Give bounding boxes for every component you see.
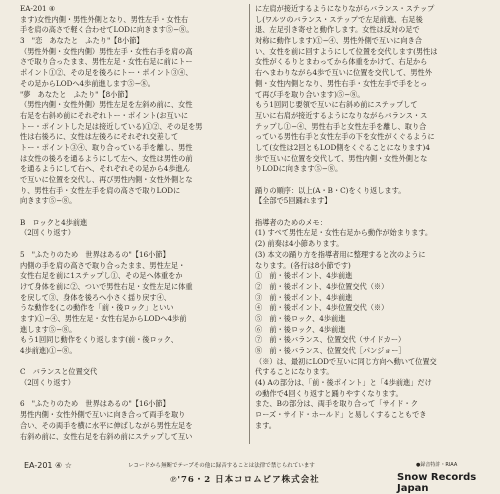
text-line: 対称に動作します)①−④、男性外側で互いに向き合 [255,36,422,46]
text-line: ポイント①②、その足を後ろにトー・ポイント③④、 [20,68,193,78]
text-line: 向きます⑤−⑧。 [20,196,77,206]
text-line: っている男性右手と女性左手の下を女性がくぐるように [255,132,435,142]
text-line: は女性の後ろを通るようにして左へ、女性は男性の前 [20,153,193,163]
text-line: けて身体を前に②、ついで男性右足・女性左足に体重 [20,281,193,291]
text-line: もう1回同じ要領で互いに右斜め前にステップして [255,100,418,110]
text-line: ます)女性内側・男性外側となり、男性左手・女性右 [20,14,189,24]
left-column [20,4,252,442]
text-line: "夢 あなたと ふたり"【8小節】 [20,89,132,99]
text-line: 6 "ふたりのため 世界はあるの"【16小節】 [20,399,170,409]
text-line: ⑦ 前・後バランス、位置交代（サイドカー） [255,335,406,345]
text-line [255,175,487,186]
text-line [20,207,252,218]
right-column [255,4,487,432]
text-line: 性は右後ろに、女性は左後ろにそれぞれ交差して [20,132,179,142]
text-line: さで取り合ったまま、男性左足・女性右足に前にトー [20,57,193,67]
text-line: （2回くり返す） [20,228,75,238]
text-line: トー・ポイント③④、取り合っている手を離し、男性 [20,142,193,152]
text-line: 3 "恋 あなたと ふたり"【8小節】 [20,36,144,46]
text-line [20,239,252,250]
text-line: 4歩前進)①−⑧。 [20,346,77,355]
publisher: ℗'76・2 日本コロムビア株式会社 [170,475,320,485]
recording-mark: ●録音特許・RIAA [416,462,458,468]
text-line: 女性右足を前に1ステップし①、その足へ体重をか [20,271,183,281]
text-line: 合い、その両手を横に水平に伸ばしながら男性左足を [20,420,193,430]
text-line: し(ワルツのバランス・ステップで左足前進、右足後 [255,14,423,24]
text-line: ③ 前・後ポイント、4歩前進 [255,292,353,302]
text-line: B ロックと4歩前進 [20,217,88,227]
text-line: りLODに向きます⑤−⑧。 [255,164,343,174]
text-line: ⑥ 前・後ロック、4歩前進 [255,324,346,334]
text-line: 退、左足引き寄せと動作します。女性は反対の足で [255,25,420,35]
text-line: 進します⑤−⑧。 [20,324,77,334]
text-line: (2) 前奏は4小節あります。 [255,239,344,249]
text-line: 代することになります。 [255,367,334,377]
text-line: （2回くり返す） [20,378,75,388]
text-line: 【全部で5回踊れます】 [255,196,332,206]
text-line: ⑧ 前・後バランス、位置交代［パンジョー］ [255,346,406,355]
text-line: 右足を右斜め前にそれぞれトー・ポイント(お互いに [20,110,189,120]
column-divider [249,4,250,444]
text-line: トー・ポイントした足は接近している)①②、その足を男 [20,121,203,131]
text-line: り、男性右手・女性左手を肩の高さで取りLODに [20,185,181,195]
text-line: テップし①−④、男性右手と女性左手を離し、取り合 [255,121,427,131]
text-line: して(女性は2回ともLOD側をくぐることになります)4 [255,142,430,152]
text-line: もう1回同じ動作をくり返します(前・後ロック、 [20,335,178,345]
text-line: EA-201 ④ [20,4,56,13]
text-line: い、女性を前に回すようにして位置を交代します(男性は [255,46,438,56]
text-line: ⑤ 前・後ロック、4歩前進 [255,313,346,323]
text-line: ① 前・後ポイント、4歩前進 [255,271,353,281]
text-line: で互いに位置を交代し、再び男性内側・女性外側とな [20,175,193,184]
text-line: 女性がくるりとまわってから体重をかけて、右足から [255,57,428,67]
watermark: Snow Records Japan [397,472,477,494]
text-line: その足からLODへ4歩前進します⑤−⑧。 [20,78,155,88]
text-line: 内側の手を肩の高さで取り合ったまま、男性左足・ [20,260,186,270]
text-line: ④ 前・後ポイント、4歩位置交代（※） [255,303,389,313]
text-line: の動作で4回くり返すと踊りやすくなります。 [255,388,403,398]
text-line: を通るようにして右へ、それぞれその足から4歩進ん [20,164,190,174]
text-line [20,389,252,400]
text-line: 踊りの順序：以上(A・B・C)をくり返します。 [255,185,406,195]
text-line: ② 前・後ポイント、4歩位置交代（※） [255,281,389,291]
text-line: 5 "ふたりのため 世界はあるの"【16小節】 [20,249,170,259]
text-line: うな動作を(この動作を「前・後ロック」といい [20,303,174,313]
text-line: 歩で互いに位置を交代して、男性内側・女性外側とな [255,153,428,163]
text-line: 指導者のためのメモ： [255,217,327,227]
text-line: (1) すべて男性左足・女性右足から動作が始まります。 [255,228,433,238]
text-line: て再び手を取り合います)⑤−⑧。 [255,89,365,99]
catalog-code: EA-201 ④ ☆ [24,461,72,470]
text-line: 右斜め前に、女性右足を右斜め前にステップして互い [20,431,193,441]
text-line: ます)①−④、男性左足・女性右足からLODへ4歩前 [20,313,187,323]
text-line: を戻して③、身体を後ろへ小さく揺り戻す④、 [20,292,171,302]
text-line [255,207,487,218]
text-line: （男性外側・女性内側）男性左手・女性右手を肩の高 [20,46,193,56]
text-line: 男性内側・女性外側で互いに向き合って両手を取り [20,410,186,420]
text-line: C バランスと位置交代 [20,367,98,377]
text-line: （※）は、最初にLODで互いに同じ方向へ動いて位置交 [255,356,437,366]
text-line: 側・女性内側となり、男性右手・女性左手で手をとっ [255,78,428,88]
text-line: 手を肩の高さで軽く合わせてLODに向きます⑤−⑧。 [20,25,194,35]
text-line: ローズ・サイド・ホールド」と易しくすることもでき [255,410,427,420]
text-line: ます。 [255,420,276,430]
text-line [20,357,252,368]
copyright-notice: レコードから無断でテープその他に録音することは法律で禁じられています [128,463,315,469]
text-line: (3) 本文の踊り方を指導者用に整理すると次のように [255,249,426,259]
text-line: 右へまわりながら4歩で互いに位置を交代して、男性外 [255,68,432,78]
text-line: 互いに右肩が接近するようになりながらバランス・ス [255,110,428,120]
text-line: また、Bの部分は、両手を取り合って「サイド・ク [255,399,418,409]
text-line: (4) Aの部分は、「前・後ポイント」と「4歩前進」だけ [255,378,432,388]
footer [0,452,500,493]
text-line: なります。(各行は8小節です) [255,260,351,270]
text-line: に左肩が接近するようになりながらバランス・ステップ [255,4,435,13]
text-line: （男性内側・女性外側）男性左足を左斜め前に、女性 [20,100,193,110]
